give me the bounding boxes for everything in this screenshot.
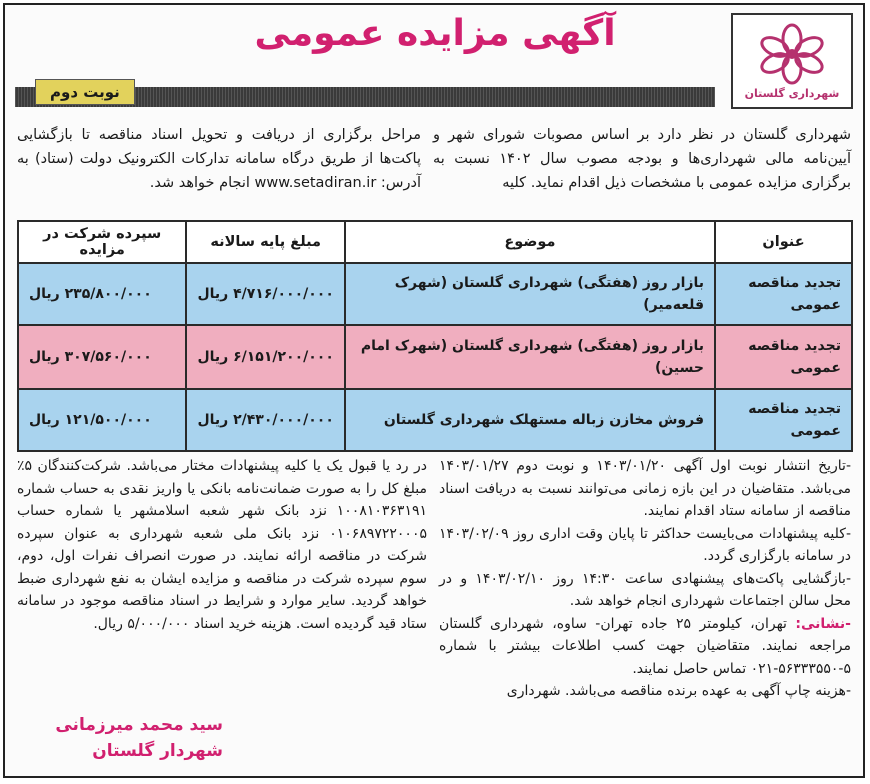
- header-deposit: سپرده شرکت در مزایده: [18, 221, 186, 263]
- publish-dates-text: -تاریخ انتشار نوبت اول آگهی ۱۴۰۳/۰۱/۲۰ و نوبت دوم ۱۴۰۳/۰۱/۲۷ می‌باشد. متقاضیان در این بازه زمانی می‌توانند نسبت به دریافت اسناد مناقصه از سامانه ستاد اقدام نمایند.: [439, 458, 851, 519]
- header-subject: موضوع: [345, 221, 715, 263]
- row-base-price: ۶/۱۵۱/۲۰۰/۰۰۰ ریال: [186, 325, 344, 389]
- table-row: [18, 263, 852, 325]
- table-row: [18, 389, 852, 451]
- row-deposit: ۲۳۵/۸۰۰/۰۰۰ ریال: [18, 263, 186, 325]
- flower-logo-icon: [757, 23, 827, 85]
- table-header-row: [18, 221, 852, 263]
- row-subject: بازار روز (هفتگی) شهرداری گلستان (شهرک قلعه‌میر): [345, 263, 715, 325]
- row-title: تجدید مناقصه عمومی: [715, 325, 852, 389]
- signature-block: [23, 712, 223, 764]
- signer-role: شهردار گلستان: [92, 741, 223, 761]
- address-paragraph: [439, 613, 851, 681]
- auction-table: [17, 220, 853, 452]
- intro-left-text: مراحل برگزاری از دریافت و تحویل اسناد مناقصه تا بازگشایی پاکت‌ها از طریق درگاه سامانه تدارکات الکترونیک دولت (ستاد) به آدرس: www.setadiran.ir انجام خواهد شد.: [17, 127, 421, 191]
- intro-right-text: شهرداری گلستان در نظر دارد بر اساس مصوبات شورای شهر و آیین‌نامه مالی شهرداری‌ها و بودجه مصوب سال ۱۴۰۲ نسبت به برگزاری مزایده عمومی با مشخصات ذیل اقدام نماید. کلیه: [433, 127, 851, 191]
- row-title: تجدید مناقصه عمومی: [715, 263, 852, 325]
- opening-text: -بازگشایی پاکت‌های پیشنهادی ساعت ۱۴:۳۰ روز ۱۴۰۳/۰۲/۱۰ و در محل سالن اجتماعات شهرداری انجام خواهد شد.: [439, 570, 852, 609]
- notice-title: آگهی مزایده عمومی: [254, 13, 616, 54]
- address-label: -نشانی:: [795, 615, 851, 632]
- table-row: [18, 325, 852, 389]
- conditions-right: [439, 455, 851, 703]
- row-deposit: ۳۰۷/۵۶۰/۰۰۰ ریال: [18, 325, 186, 389]
- row-title: تجدید مناقصه عمومی: [715, 389, 852, 451]
- deadline-text: -کلیه پیشنهادات می‌بایست حداکثر تا پایان وقت اداری روز ۱۴۰۳/۰۲/۰۹ در سامانه بارگزاری گردد.: [439, 525, 851, 564]
- row-subject: فروش مخازن زباله مستهلک شهرداری گلستان: [345, 389, 715, 451]
- address-text: تهران، کیلومتر ۲۵ جاده تهران- ساوه، شهرداری گلستان مراجعه نمایند. متقاضیان جهت کسب اطلاعات بیشتر با شماره ۵-۵۶۳۳۳۵۵۰-۰۲۱ تماس حاصل نمایند.: [439, 615, 851, 677]
- ad-cost-text: -هزینه چاپ آگهی به عهده برنده مناقصه می‌باشد. شهرداری: [506, 683, 851, 699]
- municipality-logo: [731, 13, 853, 109]
- auction-notice: [3, 3, 865, 778]
- signer-name: سید محمد میرزمانی: [55, 715, 223, 735]
- row-base-price: ۲/۴۳۰/۰۰۰/۰۰۰ ریال: [186, 389, 344, 451]
- logo-text: شهرداری گلستان: [744, 86, 840, 100]
- row-subject: بازار روز (هفتگی) شهرداری گلستان (شهرک امام حسین): [345, 325, 715, 389]
- header-title: عنوان: [715, 221, 852, 263]
- notice-header: [5, 5, 863, 110]
- conditions-left: در رد یا قبول یک یا کلیه پیشنهادات مختار می‌باشد. شرکت‌کنندگان ۵٪ مبلغ کل را به صورت ضمانت‌نامه بانکی یا واریز نقدی به حساب شماره ۱۰۰۸۱۰۳۶۳۱۹۱ نزد بانک شهر شعبه اسلامشهر یا شماره حساب ۰۱۰۶۸۹۷۲۲۰۰۰۵ نزد بانک ملی شعبه شهرداری به عنوان سپرده شرکت در مناقصه ارائه نمایند. در صورت انصراف نفرات اول، دوم، سوم سپرده شرکت در مناقصه و مزایده ایشان به نفع شهرداری ضبط خواهد گردید. سایر موارد و شرایط در اسناد مناقصه موجود در سامانه ستاد قید گردیده است. هزینه خرید اسناد ۵/۰۰۰/۰۰۰ ریال.: [17, 458, 427, 632]
- header-base-price: مبلغ پایه سالانه: [186, 221, 344, 263]
- row-base-price: ۴/۷۱۶/۰۰۰/۰۰۰ ریال: [186, 263, 344, 325]
- row-deposit: ۱۲۱/۵۰۰/۰۰۰ ریال: [18, 389, 186, 451]
- round-badge: نوبت دوم: [35, 79, 135, 105]
